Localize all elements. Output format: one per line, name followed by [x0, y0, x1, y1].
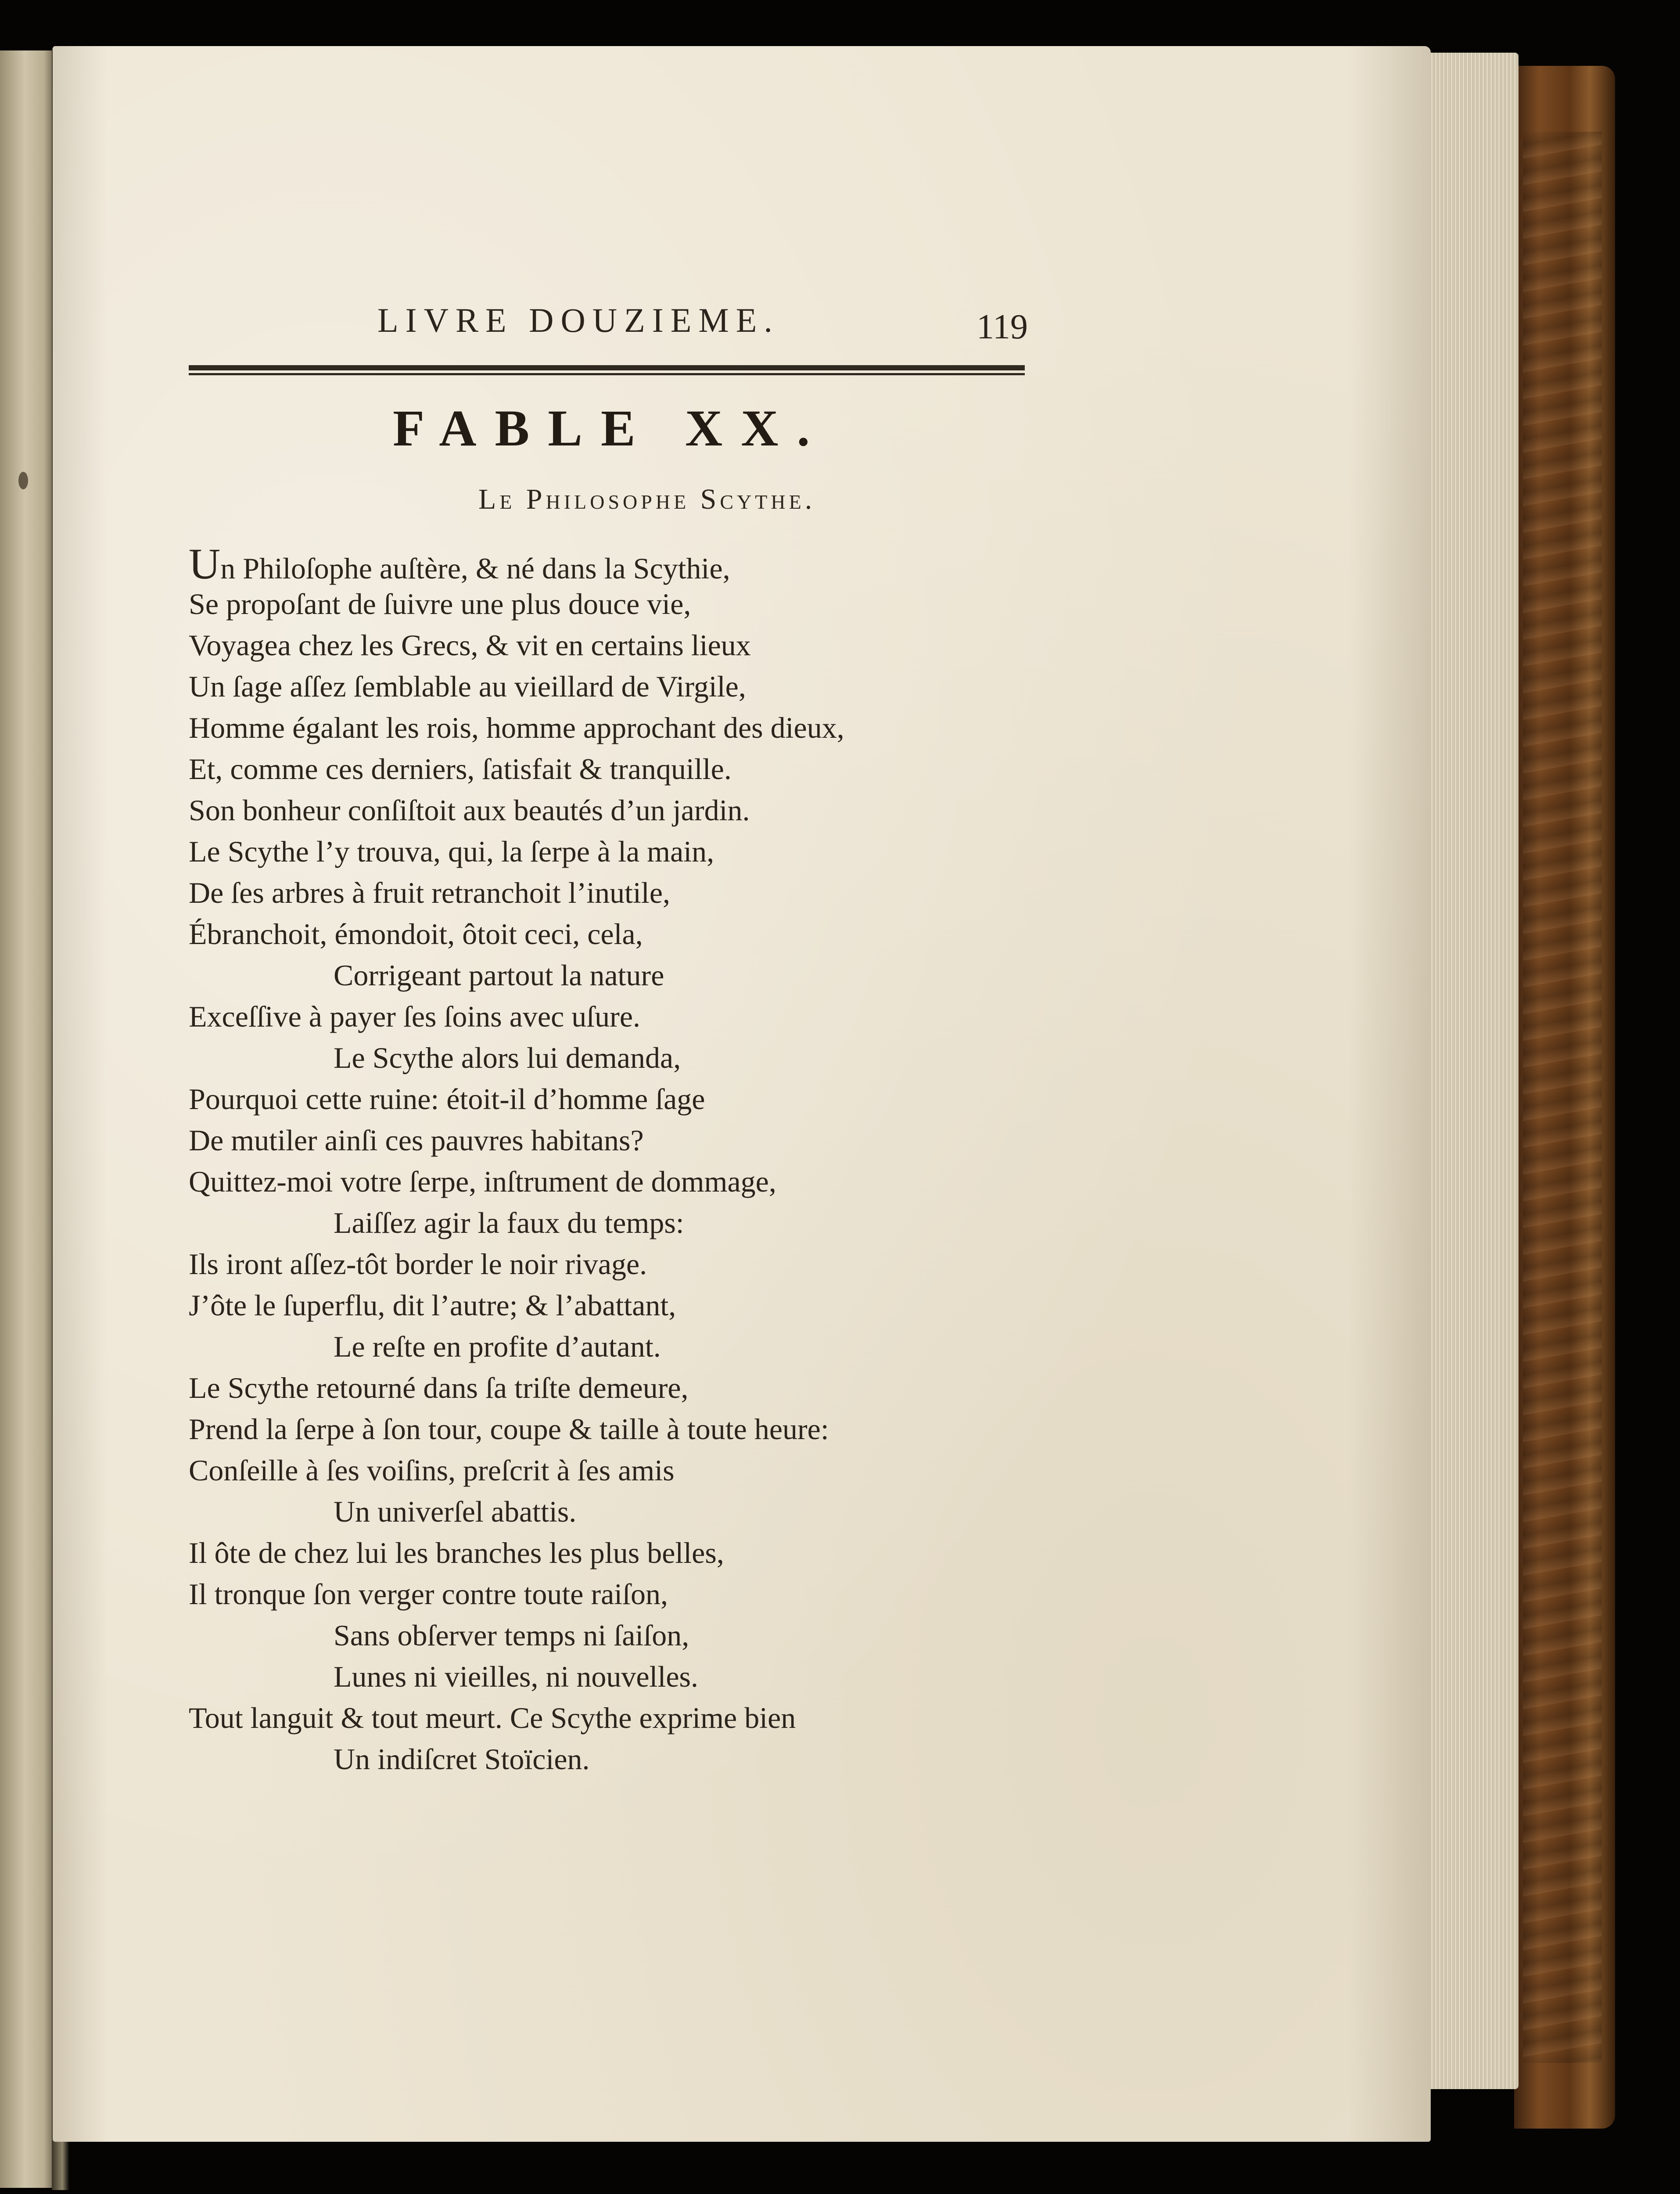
poem-line: Lunes ni vieilles, ni nouvelles.	[334, 1660, 698, 1693]
header-rule-thick	[189, 365, 1025, 370]
poem-line: Le Scythe alors lui demanda,	[334, 1041, 681, 1074]
poem-line: Pourquoi cette ruine: étoit-il d’homme ſage	[189, 1082, 705, 1116]
fable-subtitle: Le Philosophe Scythe.	[478, 483, 816, 515]
poem-line: Il ôte de chez lui les branches les plus belles,	[189, 1536, 724, 1569]
poem-line: Prend la ſerpe à ſon tour, coupe & taille à toute heure:	[189, 1412, 829, 1446]
poem-line: Ébranchoit, émondoit, ôtoit ceci, cela,	[189, 917, 643, 951]
facing-page-edge	[0, 50, 55, 2188]
poem-line	[189, 539, 730, 588]
poem-line: Tout languit & tout meurt. Ce Scythe exprime bien	[189, 1701, 796, 1734]
poem-line: Un univerſel abattis.	[334, 1495, 577, 1528]
poem-line: Son bonheur conſiſtoit aux beautés d’un jardin.	[189, 794, 750, 827]
poem-line: Ils iront aſſez-tôt border le noir rivage.	[189, 1247, 647, 1281]
poem-line: De mutiler ainſi ces pauvres habitans?	[189, 1124, 644, 1157]
poem-line: Corrigeant partout la nature	[334, 959, 664, 992]
poem-line: De ſes arbres à fruit retranchoit l’inutile,	[189, 876, 670, 909]
running-head: LIVRE DOUZIEME.	[377, 301, 779, 339]
header-rule	[189, 365, 1025, 377]
poem-line: Et, comme ces derniers, ſatisfait & tranquille.	[189, 752, 732, 786]
poem-line: Voyagea chez les Grecs, & vit en certains lieux	[189, 628, 751, 662]
poem-line: Il tronque ſon verger contre toute raiſon,	[189, 1577, 668, 1611]
poem-line: Laiſſez agir la faux du temps:	[334, 1206, 684, 1239]
leather-grain	[1523, 132, 1602, 2063]
poem-line: Un indiſcret Stoïcien.	[334, 1742, 590, 1776]
header-rule-thin	[189, 373, 1025, 375]
poem-line: Quittez-moi votre ſerpe, inſtrument de dommage,	[189, 1165, 776, 1198]
poem-line: Homme égalant les rois, homme approchant des dieux,	[189, 711, 844, 744]
fable-title: FABLE XX.	[393, 399, 829, 457]
poem-line: Le reſte en profite d’autant.	[334, 1330, 661, 1363]
poem-line: Un ſage aſſez ſemblable au vieillard de Virgile,	[189, 670, 746, 703]
page-block-edges	[1418, 53, 1518, 2089]
poem-line: Le Scythe retourné dans ſa triſte demeure,	[189, 1371, 689, 1404]
ink-spot	[18, 472, 28, 489]
drop-initial: U	[189, 539, 221, 588]
poem-line: Sans obſerver temps ni ſaiſon,	[334, 1619, 689, 1652]
poem-line-text: n Philoſophe auſtère, & né dans la Scythie,	[220, 552, 730, 585]
page-number: 119	[976, 308, 1028, 346]
poem-line: J’ôte le ſuperflu, dit l’autre; & l’abattant,	[189, 1289, 676, 1322]
poem-line: Se propoſant de ſuivre une plus douce vie,	[189, 587, 691, 621]
poem-line: Le Scythe l’y trouva, qui, la ſerpe à la main,	[189, 835, 714, 868]
poem-line: Conſeille à ſes voiſins, preſcrit à ſes amis	[189, 1454, 675, 1487]
poem-line: Exceſſive à payer ſes ſoins avec uſure.	[189, 1000, 640, 1033]
